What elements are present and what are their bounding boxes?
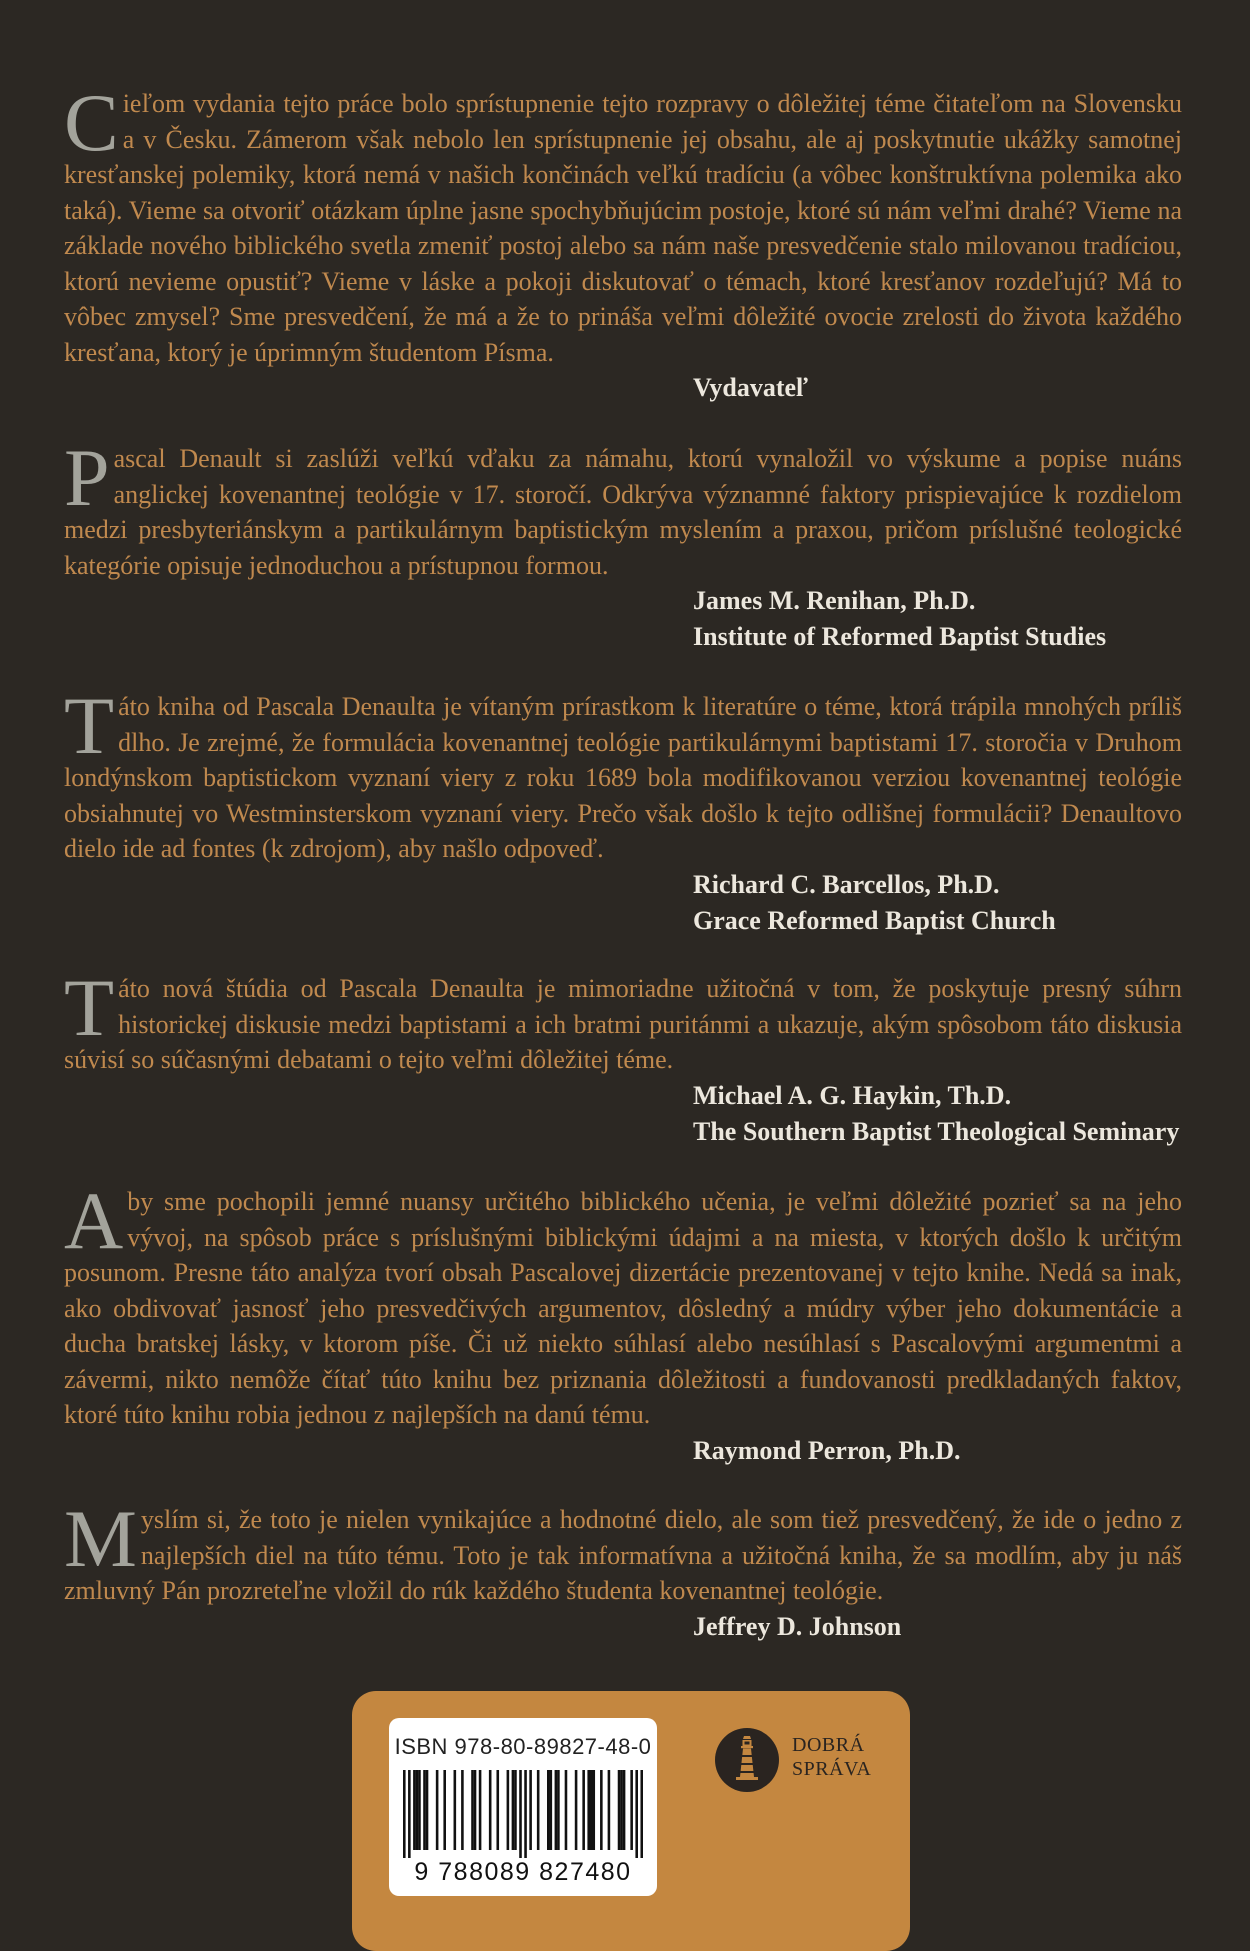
- blurb-haykin: [64, 962, 1182, 1150]
- blurb-publisher: [64, 77, 1182, 406]
- barcode-bars: [403, 1770, 643, 1858]
- barcode-bar: [479, 1770, 482, 1850]
- barcode-bar: [507, 1770, 510, 1850]
- blurb-author: Michael A. G. Haykin, Th.D.: [693, 1080, 1012, 1110]
- barcode-bar: [587, 1770, 590, 1850]
- blurb-text: áto kniha od Pascala Denaulta je vítaným prírastkom k literatúre o téme, ktorá trápila mnohých príliš dlho. Je zrejmé, že formulácia kovenantnej teológie partikulárnymi baptistami 17. storočia v Druhom londýnskom baptistickom vyznaní viery z roku 1689 bola modifikovanou verziou kovenantnej teológie obsiahnutej vo Westminsterskom vyznaní viery. Prečo však došlo k tejto odlišnej formulácii? Denaultovo dielo ide ad fontes (k zdrojom), aby našlo odpoveď.: [64, 692, 1182, 863]
- barcode-label: [389, 1718, 657, 1896]
- publisher-logo: [714, 1727, 884, 1797]
- barcode-bar: [620, 1770, 623, 1850]
- barcode-bar: [590, 1770, 593, 1850]
- barcode-bar: [489, 1770, 492, 1850]
- barcode-bar: [418, 1770, 421, 1850]
- drop-cap: A: [64, 1175, 124, 1266]
- drop-cap: T: [64, 680, 115, 771]
- barcode-bar: [600, 1770, 603, 1850]
- blurb-paragraph: [64, 680, 1182, 867]
- isbn-number: ISBN 978-80-89827-48-0: [394, 1734, 652, 1759]
- barcode-bar: [630, 1770, 633, 1850]
- barcode-bar: [416, 1770, 419, 1850]
- barcode-bar: [635, 1770, 638, 1858]
- barcode-bar: [471, 1770, 474, 1850]
- blurb-affiliation: Grace Reformed Baptist Church: [693, 905, 1056, 935]
- barcode-bar: [618, 1770, 621, 1850]
- barcode-bar: [555, 1770, 558, 1850]
- barcode-bar: [461, 1770, 464, 1850]
- blurb-author: Raymond Perron, Ph.D.: [693, 1435, 961, 1465]
- barcode-bar: [443, 1770, 446, 1850]
- drop-cap: M: [64, 1493, 137, 1584]
- barcode-bar: [423, 1770, 426, 1850]
- blurb-renihan: [64, 432, 1182, 655]
- blurb-barcellos: [64, 680, 1182, 939]
- blurb-text: ieľom vydania tejto práce bolo sprístupnenie tejto rozpravy o dôležitej téme čitateľom na Slovensku a v Česku. Zámerom však nebolo len sprístupnenie jej obsahu, ale aj poskytnutie ukážky samotnej kresťanskej polemiky, ktorá nemá v našich končinách veľkú tradíciu (a vôbec konštruktívna polemika ako taká). Vieme sa otvoriť otázkam úplne jasne spochybňujúcim postoje, ktoré sú nám veľmi drahé? Vieme na základe nového biblického svetla zmeniť postoj alebo sa nám naše presvedčenie stalo milovanou tradíciou, ktorú nevieme opustiť? Vieme v láske a pokoji diskutovať o témach, ktoré kresťanov rozdeľujú? Má to vôbec zmysel? Sme presvedčení, že má a že to prináša veľmi dôležité ovocie zrelosti do života každého kresťana, ktorý je úprimným študentom Písma.: [64, 89, 1182, 367]
- barcode-bar: [496, 1770, 499, 1850]
- barcode-bar: [454, 1770, 457, 1850]
- barcode-bar: [403, 1770, 406, 1858]
- publisher-name-line2: SPRÁVA: [792, 1758, 872, 1780]
- barcode-bar: [426, 1770, 429, 1850]
- barcode-bar: [582, 1770, 585, 1850]
- blurb-affiliation: The Southern Baptist Theological Seminary: [693, 1116, 1180, 1146]
- blurb-author: Richard C. Barcellos, Ph.D.: [693, 869, 1000, 899]
- barcode-bar: [547, 1770, 550, 1850]
- blurb-paragraph: [64, 432, 1182, 583]
- blurb-paragraph: [64, 962, 1182, 1078]
- blurb-perron: [64, 1175, 1182, 1469]
- barcode-bar: [436, 1770, 439, 1850]
- blurb-author: Vydavateľ: [693, 373, 809, 402]
- barcode-bar: [408, 1770, 411, 1858]
- blurb-author: James M. Renihan, Ph.D.: [693, 586, 976, 615]
- barcode-bar: [565, 1770, 568, 1850]
- lighthouse-icon: [714, 1727, 780, 1793]
- barcode-bar: [557, 1770, 560, 1850]
- blurb-text: yslím si, že toto je nielen vynikajúce a hodnotné dielo, ale som tiež presvedčený, že ide o jedno z najlepších diel na túto tému. Toto je tak informatívna a užitočná kniha, že sa modlím, aby ju náš zmluvný Pán prozreteľne vložil do rúk každého študenta kovenantnej teológie.: [64, 1505, 1182, 1605]
- barcode-bar: [537, 1770, 540, 1850]
- blurb-paragraph: [64, 77, 1182, 370]
- barcode-bar: [575, 1770, 578, 1850]
- barcode-bar: [474, 1770, 477, 1850]
- ean-digits: 9 788089 827480: [414, 1858, 632, 1886]
- drop-cap: C: [64, 77, 119, 168]
- barcode-bar: [529, 1770, 532, 1850]
- barcode-bar: [413, 1770, 416, 1850]
- blurb-johnson: [64, 1493, 1182, 1645]
- blurb-affiliation: Institute of Reformed Baptist Studies: [693, 622, 1107, 651]
- barcode-bar: [592, 1770, 595, 1850]
- barcode-bar: [512, 1770, 515, 1850]
- barcode-bar: [550, 1770, 553, 1850]
- barcode-bar: [608, 1770, 611, 1850]
- drop-cap: T: [64, 962, 115, 1053]
- barcode-bar: [640, 1770, 643, 1858]
- blurb-text: ascal Denault si zaslúži veľkú vďaku za námahu, ktorú vynaložil vo výskume a popise nuáns anglickej kovenantnej teológie v 17. storočí. Odkrýva významné faktory prispievajúce k rozdielom medzi presbyteriánskym a partikulárnym baptistickým myslením a praxou, pričom príslušné teologické kategórie opisuje jednoduchou a prístupnou formou.: [64, 444, 1182, 580]
- barcode-bar: [519, 1770, 522, 1858]
- barcode-bar: [623, 1770, 626, 1850]
- publisher-name-line1: DOBRÁ: [792, 1734, 865, 1756]
- blurb-text: by sme pochopili jemné nuansy určitého biblického učenia, je veľmi dôležité pozrieť sa na jeho vývoj, na spôsob práce s príslušnými biblickými údajmi a na miesta, v ktorých došlo k určitým posunom. Presne táto analýza tvorí obsah Pascalovej dizertácie prezentovanej v tejto knihe. Nedá sa inak, ako obdivovať jasnosť jeho presvedčivých argumentov, dôsledný a múdry výber jeho dokumentácie a ducha bratskej lásky, v ktorom píše. Či už niekto súhlasí alebo nesúhlasí s Pascalovými argumentmi a závermi, nikto nemôže čítať túto knihu bez priznania dôležitosti a fundovanosti predkladaných faktov, ktoré túto knihu robia jednou z najlepších na danú tému.: [64, 1187, 1182, 1429]
- blurb-author: Jeffrey D. Johnson: [693, 1611, 902, 1641]
- drop-cap: P: [64, 432, 110, 523]
- blurb-paragraph: [64, 1493, 1182, 1609]
- blurb-text: áto nová štúdia od Pascala Denaulta je mimoriadne užitočná v tom, že poskytuje presný súhrn historickej diskusie medzi baptistami a ich bratmi puritánmi a ukazuje, akým spôsobom táto diskusia súvisí so súčasnými debatami o tejto veľmi dôležitej téme.: [64, 974, 1182, 1074]
- blurb-paragraph: [64, 1175, 1182, 1433]
- barcode-bar: [524, 1770, 527, 1858]
- barcode-bar: [514, 1770, 517, 1850]
- publisher-name: [792, 1733, 871, 1781]
